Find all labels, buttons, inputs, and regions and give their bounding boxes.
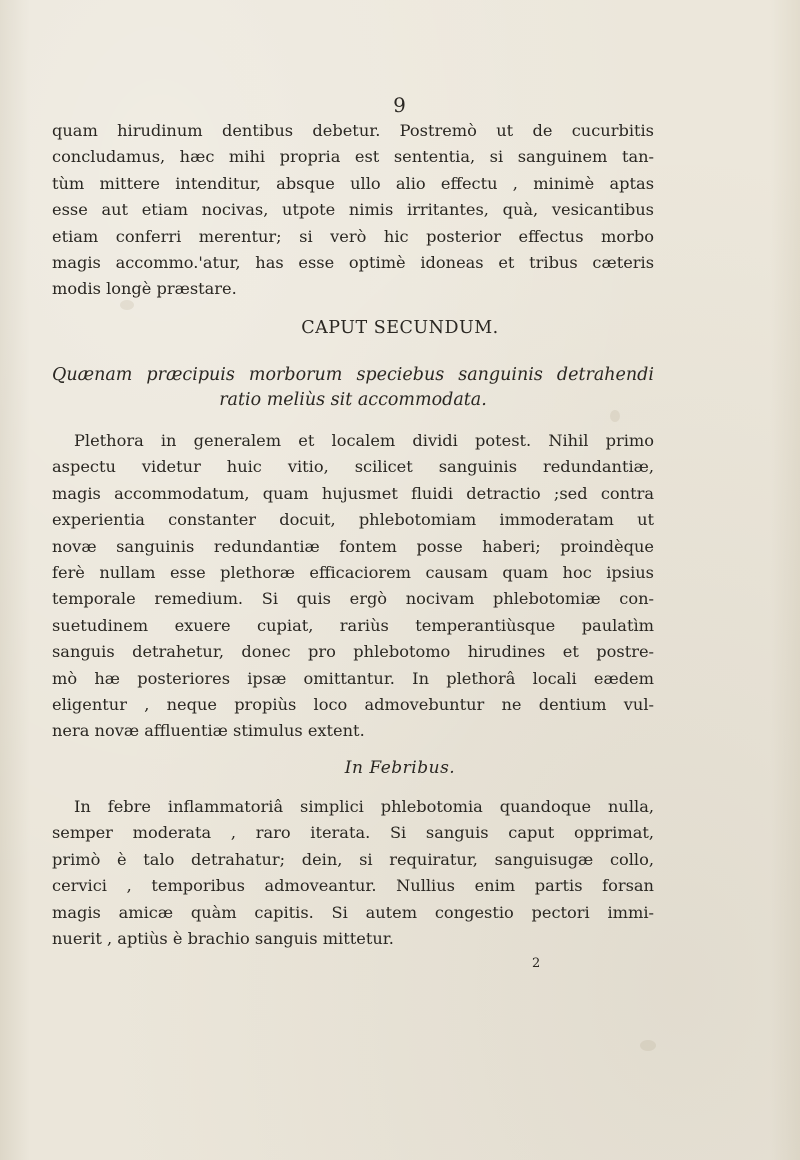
febribus-paragraph [52,794,654,952]
text-line: aspectu videtur huic vitio, scilicet sanguinis redundantiæ, [52,457,654,477]
text-line: concludamus, hæc mihi propria est sententia, si sanguinem tan- [52,147,654,167]
text-line: modis longè præstare. [52,279,237,299]
text-line: tùm mittere intenditur, absque ullo alio effectu , minimè aptas [52,173,654,193]
paper-stain [640,1040,656,1051]
chapter-question-line: ratio meliùs sit accommodata. [219,390,487,410]
chapter-heading: CAPUT SECUNDUM. [301,318,499,338]
text-line: magis accommo.'atur, has esse optimè idoneas et tribus cæteris [52,252,654,272]
text-line: sanguis detrahetur, donec pro phlebotomo hirudines et postre- [52,642,654,662]
text-line: eligentur , neque propiùs loco admovebuntur ne dentium vul- [52,694,654,714]
text-line: magis amicæ quàm capitis. Si autem congestio pectori immi- [52,902,654,922]
text-line: mò hæ posteriores ipsæ omittantur. In plethorâ locali eædem [52,668,654,688]
text-line: magis accommodatum, quam hujusmet fluidi detractio ;sed contra [52,483,654,503]
text-line: cervici , temporibus admoveantur. Nullius enim partis forsan [52,876,654,896]
text-line: Plethora in generalem et localem dividi potest. Nihil primo [74,431,654,450]
text-line: esse aut etiam nocivas, utpote nimis irritantes, quà, vesicantibus [52,200,654,220]
page-number: 9 [393,93,407,117]
text-line: ferè nullam esse plethoræ efficaciorem causam quam hoc ipsius [52,562,654,582]
text-line: In febre inflammatoriâ simplici phlebotomia quandoque nulla, [74,797,654,816]
text-line: quam hirudinum dentibus debetur. Postremò ut de cucurbitis [52,121,654,140]
section-title: In Febribus. [344,758,456,778]
signature-mark: 2 [532,956,541,971]
text-line: temporale remedium. Si quis ergò nocivam phlebotomiæ con- [52,589,654,609]
intro-paragraph [52,118,654,303]
text-line: semper moderata , raro iterata. Si sanguis caput opprimat, [52,823,654,843]
chapter-question-line: Quænam præcipuis morborum speciebus sanguinis detrahendi [52,365,654,385]
text-line: etiam conferri merentur; si verò hic posterior effectus morbo [52,226,654,246]
text-line: nuerit , aptiùs è brachio sanguis mittetur. [52,928,394,948]
chapter-question [52,363,654,413]
text-line: experientia constanter docuit, phlebotomiam immoderatam ut [52,510,654,530]
text-line: suetudinem exuere cupiat, rariùs temperantiùsque paulatìm [52,615,654,635]
text-line: primò è talo detrahatur; dein, si requiratur, sanguisugæ collo, [52,849,654,869]
plethora-paragraph [52,428,654,745]
text-line: novæ sanguinis redundantiæ fontem posse haberi; proindèque [52,536,654,556]
text-line: nera novæ affluentiæ stimulus extent. [52,721,365,741]
